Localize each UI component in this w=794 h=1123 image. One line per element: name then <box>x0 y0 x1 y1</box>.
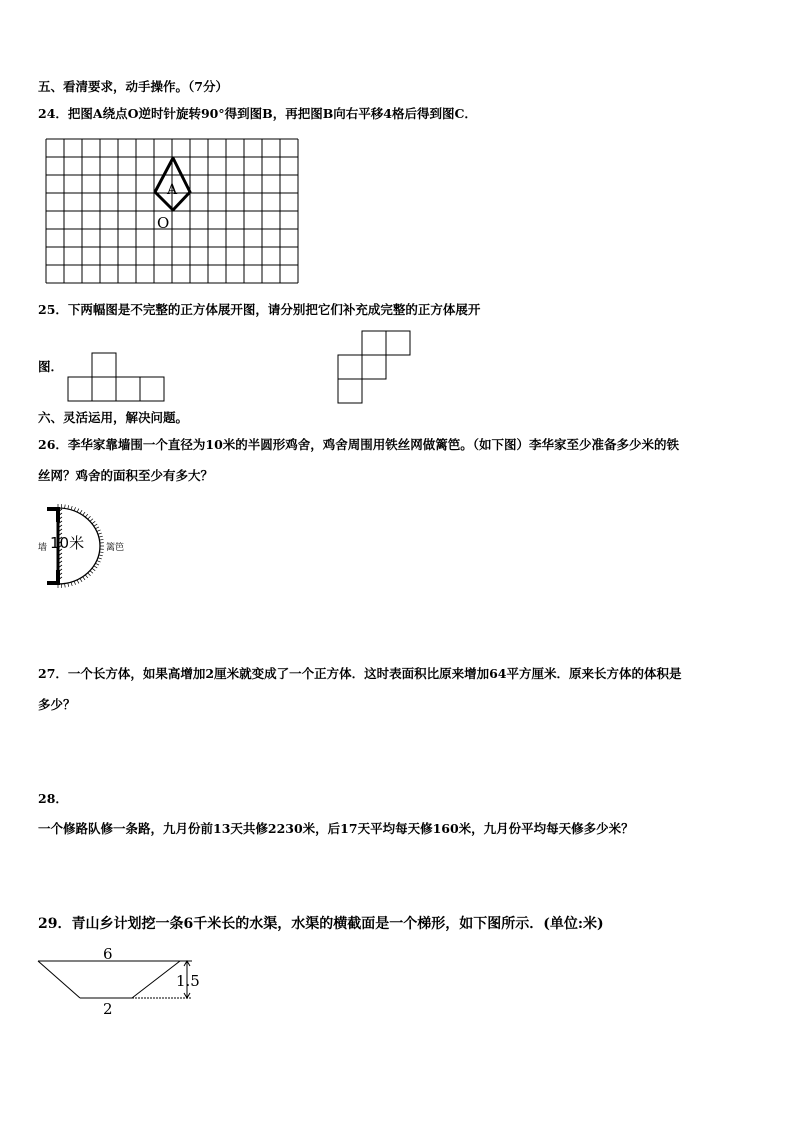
bottom-width-label: 2 <box>103 1000 113 1018</box>
fence-label: 篱笆 <box>106 543 125 553</box>
diameter-label: 10米 <box>50 534 85 552</box>
top-width-label: 6 <box>103 945 113 963</box>
section-5-heading: 五、看清要求，动手操作。（7分） <box>38 79 228 94</box>
question-29-text: 29．青山乡计划挖一条6千米长的水渠，水渠的横截面是一个梯形，如下图所示．(单位:米) <box>38 916 604 932</box>
question-27-text: 27．一个长方体，如果高增加2厘米就变成了一个正方体．这时表面积比原来增加64平方厘米．原来长方体的体积是 <box>38 666 682 681</box>
question-24-text: 24．把图A绕点O逆时针旋转90°得到图B，再把图B向右平移4格后得到图C． <box>38 106 477 121</box>
question-27-text-cont: 多少？ <box>38 697 76 712</box>
question-28-number: 28． <box>38 791 68 806</box>
shape-a-label: A <box>167 182 178 198</box>
trapezoid-right-side <box>132 961 180 998</box>
trapezoid-left-side <box>38 961 80 998</box>
question-26-text: 26．李华家靠墙围一个直径为10米的半圆形鸡舍，鸡舍周围用铁丝网做篱笆。（如下图）李华家至少准备多少米的铁 <box>38 437 680 452</box>
question-26-text-cont: 丝网？鸡舍的面积至少有多大？ <box>38 468 214 483</box>
question-25-text: 25．下两幅图是不完整的正方体展开图，请分别把它们补充成完整的正方体展开 <box>38 302 481 317</box>
point-o-label: O <box>157 214 170 232</box>
height-label: 1.5 <box>176 972 200 990</box>
section-6-heading: 六、灵活运用，解决问题。 <box>38 410 189 425</box>
question-25-text-cont: 图． <box>38 359 64 374</box>
question-28-text: 一个修路队修一条路，九月份前13天共修2230米，后17天平均每天修160米，九月份平均每天修多少米？ <box>38 821 634 836</box>
wall-label: 墙 <box>38 543 48 553</box>
